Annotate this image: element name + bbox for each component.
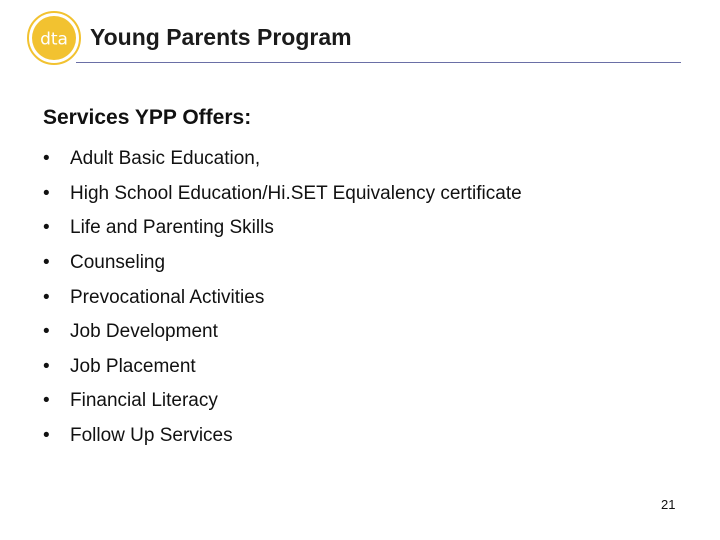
bullet: • [43, 182, 50, 204]
list-item [43, 419, 522, 454]
list-item [43, 142, 522, 177]
bullet: • [43, 148, 50, 170]
bullet: • [43, 425, 50, 447]
bullet: • [43, 355, 50, 377]
services-list [43, 142, 522, 453]
list-item-label: High School Education/Hi.SET Equivalency certificate [70, 182, 522, 204]
header-divider [76, 62, 681, 63]
list-item-label: Counseling [70, 252, 166, 274]
list-item [43, 177, 522, 212]
list-item-label: Prevocational Activities [70, 286, 265, 308]
bullet: • [43, 286, 50, 308]
list-item [43, 280, 522, 315]
list-item [43, 384, 522, 419]
dta-logo [26, 10, 82, 66]
list-item-label: Follow Up Services [70, 425, 233, 447]
list-item-label: Job Development [70, 321, 218, 343]
list-item [43, 350, 522, 385]
list-item-label: Job Placement [70, 355, 196, 377]
page-title: Young Parents Program [90, 24, 352, 50]
list-item [43, 246, 522, 281]
bullet: • [43, 321, 50, 343]
list-item [43, 315, 522, 350]
bullet: • [43, 217, 50, 239]
logo-text: dta [40, 29, 68, 50]
list-item-label: Life and Parenting Skills [70, 217, 274, 239]
bullet: • [43, 390, 50, 412]
list-item-label: Adult Basic Education, [70, 148, 261, 170]
list-item [43, 211, 522, 246]
bullet: • [43, 252, 50, 274]
list-item-label: Financial Literacy [70, 390, 218, 412]
page-number: 21 [661, 497, 676, 512]
section-heading: Services YPP Offers: [43, 106, 252, 129]
